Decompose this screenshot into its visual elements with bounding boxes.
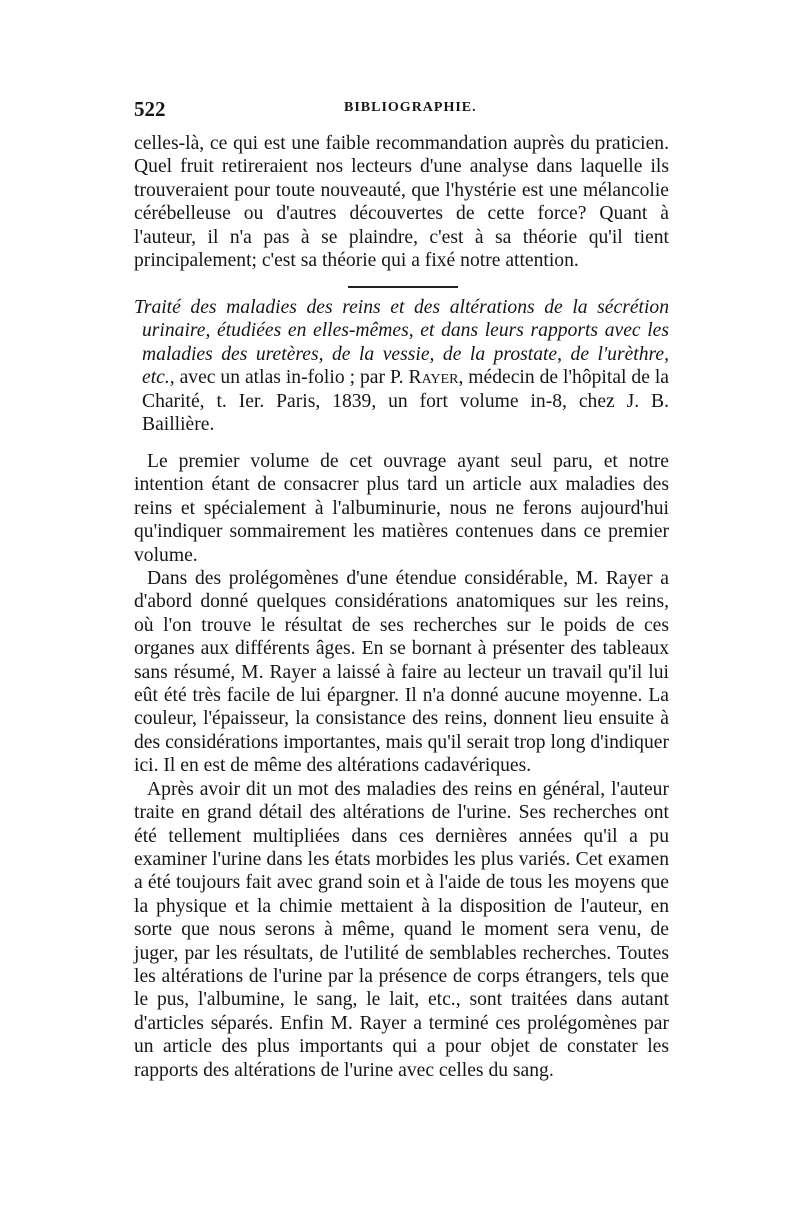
body-paragraph: Dans des prolégomènes d'une étendue considérable, M. Rayer a d'abord donné quelques considérations anatomiques sur les reins, où l'on trouve le résultat de ses recherches sur le poids de ces organes aux différents âges. En se bornant à présenter des tableaux sans résumé, M. Rayer a laissé à faire au lecteur un travail qu'il lui eût été très facile de lui épargner. Il n'a donné aucune moyenne. La couleur, l'épaisseur, la consistance des reins, donnent lieu ensuite à des considérations importantes, mais qu'il serait trop long d'indiquer ici. Il en est de même des altérations cadavériques. [134, 568, 669, 777]
page-header [134, 97, 669, 127]
reference-text-after-author: , médecin de l'hôpital de la Charité, t. Ier. Paris, 1839, un fort volume in-8, chez J. B. Baillière. [142, 367, 669, 436]
reference-author: Rayer [408, 367, 459, 389]
running-title: BIBLIOGRAPHIE. [344, 100, 477, 115]
page-number: 522 [134, 97, 166, 121]
reference-entry [134, 296, 669, 436]
reference-text-before-author: avec un atlas in-folio ; par P. [174, 367, 409, 389]
intro-block [134, 132, 669, 272]
bibliographic-reference [134, 296, 669, 436]
reference-title: Traité des maladies des reins et des altérations de la sécrétion urinaire, étudiées en elles-mêmes, et dans leurs rapports avec les maladies des uretères, de la vessie, de la prostate, de l'urèthre, etc., [134, 297, 669, 389]
review-body [134, 450, 669, 1082]
intro-paragraph: celles-là, ce qui est une faible recommandation auprès du praticien. Quel fruit retireraient nos lecteurs d'une analyse dans laquelle ils trouveraient pour toute nouveauté, que l'hystérie est une mélancolie cérébelleuse ou d'autres découvertes de cette force? Quant à l'auteur, il n'a pas à se plaindre, c'est à sa théorie qu'il tient principalement; c'est sa théorie qui a fixé notre attention. [134, 133, 669, 272]
body-paragraph: Après avoir dit un mot des maladies des reins en général, l'auteur traite en grand détail des altérations de l'urine. Ses recherches ont été tellement multipliées dans ces dernières années qu'il a pu examiner l'urine dans les états morbides les plus variés. Cet examen a été toujours fait avec grand soin et à l'aide de tous les moyens que la physique et la chimie mettaient à la disposition de l'auteur, en sorte que nous serons à même, quand le moment sera venu, de juger, par les résultats, de l'utilité de semblables recherches. Toutes les altérations de l'urine par la présence de corps étrangers, tels que le pus, l'albumine, le sang, le lait, etc., sont traitées dans autant d'articles séparés. Enfin M. Rayer a terminé ces prolégomènes par un article des plus importants qui a pour objet de constater les rapports des altérations de l'urine avec celles du sang. [134, 778, 669, 1081]
body-paragraph: Le premier volume de cet ouvrage ayant seul paru, et notre intention étant de consacrer plus tard un article aux maladies des reins et spécialement à l'albuminurie, nous ne ferons aujourd'hui qu'indiquer sommairement les matières contenues dans ce premier volume. [134, 451, 669, 566]
section-divider [348, 286, 458, 288]
